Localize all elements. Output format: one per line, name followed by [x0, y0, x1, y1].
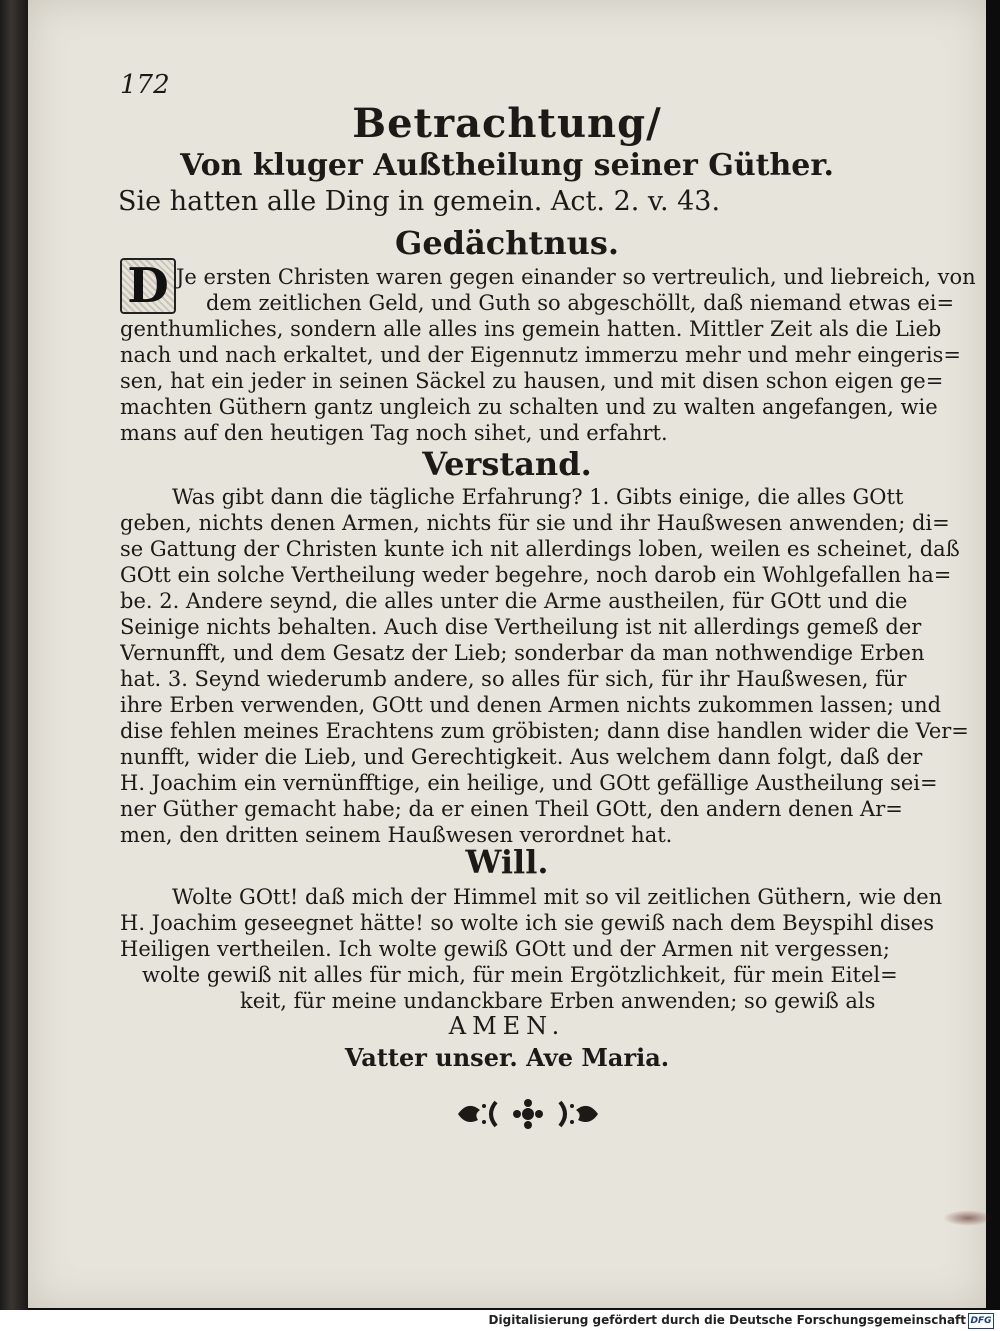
page-edge [986, 0, 1000, 1310]
footer-credit: Digitalisierung gefördert durch die Deutsche Forschungsgemeinschaft [488, 1313, 966, 1327]
text-line: Heiligen vertheilen. Ich wolte gewiß GOtt und der Armen nit vergessen; [120, 937, 890, 961]
paragraph-will [120, 884, 984, 1014]
text-line: men, den dritten seinem Haußwesen verordnet hat. [120, 823, 673, 847]
text-line: Vernunfft, und dem Gesatz der Lieb; sonderbar da man nothwendige Erben [120, 641, 925, 665]
text-line: mans auf den heutigen Tag noch sihet, und erfahrt. [120, 421, 668, 445]
text-line: be. 2. Andere seynd, die alles unter die Arme austheilen, für GOtt und die [120, 589, 908, 613]
text-line: machten Güthern gantz ungleich zu schalten und zu walten angefangen, wie [120, 395, 938, 419]
text-line: ihre Erben verwenden, GOtt und denen Armen nichts zukommen lassen; und [120, 693, 942, 717]
text-line: sen, hat ein jeder in seinen Säckel zu hausen, und mit disen schon eigen ge= [120, 369, 944, 393]
ink-stain [943, 1210, 993, 1226]
scanned-page [28, 0, 986, 1308]
digitization-footer [0, 1310, 1000, 1331]
heading-gedaechtnus: Gedächtnus. [394, 224, 619, 262]
text-line: H. Joachim ein vernünfftige, ein heilige, und GOtt gefällige Austheilung sei= [120, 771, 938, 795]
text-line: genthumliches, sondern alle alles ins gemein hatten. Mittler Zeit als die Lieb [120, 317, 942, 341]
page-number: 172 [120, 70, 170, 100]
text-line: H. Joachim geseegnet hätte! so wolte ich sie gewiß nach dem Beyspihl dises [120, 911, 935, 935]
text-line: Je ersten Christen waren gegen einander so vertreulich, und liebreich, von [176, 265, 976, 289]
text-line: ner Güther gemacht habe; da er einen Theil GOtt, den andern denen Ar= [120, 797, 903, 821]
closing-prayer: Vatter unser. Ave Maria. [344, 1043, 670, 1072]
text-line: dem zeitlichen Geld, und Guth so abgeschöllt, daß niemand etwas ei= [206, 291, 955, 315]
dfg-logo-icon: DFG [968, 1313, 994, 1329]
paragraph-gedaechtnus [120, 264, 984, 446]
text-line: wolte gewiß nit alles für mich, für mein Ergötzlichkeit, für mein Eitel= [142, 963, 898, 987]
page-subtitle: Von kluger Außtheilung seiner Güther. [180, 148, 834, 183]
heading-verstand: Verstand. [422, 445, 592, 483]
scripture-quote: Sie hatten alle Ding in gemein. Act. 2. v. 43. [118, 186, 721, 217]
text-line: Wolte GOtt! daß mich der Himmel mit so vil zeitlichen Güthern, wie den [172, 885, 943, 909]
ornament-icon [448, 1094, 608, 1134]
text-line: se Gattung der Christen kunte ich nit allerdings loben, weilen es scheinet, daß [120, 537, 960, 561]
drop-cap: D [120, 258, 176, 314]
paragraph-verstand [120, 484, 984, 848]
text-line: dise fehlen meines Erachtens zum gröbisten; dann dise handlen wider die Ver= [120, 719, 969, 743]
text-line: GOtt ein solche Vertheilung weder begehre, noch darob ein Wohlgefallen ha= [120, 563, 952, 587]
book-spine [0, 0, 28, 1310]
text-line: geben, nichts denen Armen, nichts für sie und ihr Haußwesen anwenden; di= [120, 511, 950, 535]
text-line: nunfft, wider die Lieb, und Gerechtigkeit. Aus welchem dann folgt, daß der [120, 745, 923, 769]
page-title: Betrachtung/ [352, 100, 662, 147]
heading-will: Will. [465, 843, 549, 881]
text-line: nach und nach erkaltet, und der Eigennutz immerzu mehr und mehr eingeris= [120, 343, 961, 367]
text-line: hat. 3. Seynd wiederumb andere, so alles für sich, für ihr Haußwesen, für [120, 667, 907, 691]
text-line: Seinige nichts behalten. Auch dise Vertheilung ist nit allerdings gemeß der [120, 615, 922, 639]
text-line: keit, für meine undanckbare Erben anwenden; so gewiß als [240, 989, 876, 1013]
amen-line: AMEN. [448, 1012, 566, 1040]
text-line: Was gibt dann die tägliche Erfahrung? 1. Gibts einige, die alles GOtt [172, 485, 904, 509]
